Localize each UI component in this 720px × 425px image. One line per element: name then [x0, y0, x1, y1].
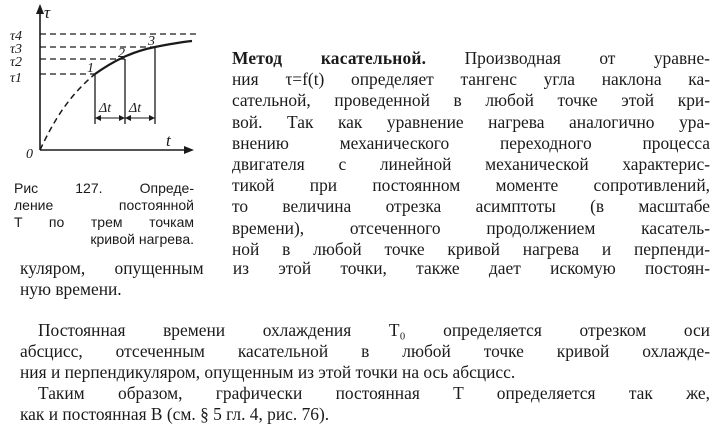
- paragraph-line: то величина отрезка асимптоты (в масштабе: [232, 196, 710, 217]
- x-axis-arrow: [184, 146, 194, 154]
- heating-curve-solid: [95, 41, 192, 74]
- heating-curve-dashed: [40, 74, 95, 150]
- interval-arrow-2-right: [149, 115, 155, 121]
- interval-arrow-1-right: [119, 115, 125, 121]
- paragraph-line: Таким образом, графически постоянная T определяется так же,: [38, 383, 710, 403]
- paragraph-line: ния и перпендикуляром, опущенным из этой точки на ось абсцисс.: [20, 362, 516, 383]
- paragraph-line: вой. Так как уравнение нагрева аналогично ура-: [232, 111, 710, 132]
- paragraph-cooling-constant: [20, 320, 710, 384]
- heading-line-rest: Производная от уравне-: [464, 48, 710, 68]
- paragraph-conclusion: [20, 383, 710, 425]
- tick-label-tau2: τ2: [10, 55, 23, 70]
- origin-label: 0: [26, 147, 33, 162]
- tick-label-tau4: τ4: [10, 29, 23, 44]
- paragraph-line: внению механического переходного процесса: [232, 132, 710, 153]
- point-label-3: 3: [148, 34, 155, 49]
- paragraph-line: сательной, проведенной в любой точке этой кри-: [232, 90, 710, 111]
- paragraph-line: [232, 48, 710, 69]
- tick-label-tau1: τ1: [10, 71, 23, 86]
- heating-curve-figure: [0, 0, 215, 178]
- paragraph-line: Постоянная времени охлаждения T₀ определяется отрезком оси: [38, 320, 710, 340]
- paragraph-line: времени), отсеченного продолжением касатель-: [232, 217, 710, 238]
- paragraph-line: абсцисс, отсеченным касательной в любой точке кривой охлажде-: [20, 341, 710, 362]
- paragraph-line: двигателя с линейной механической характерис-: [232, 153, 710, 174]
- y-axis-arrow: [36, 4, 44, 14]
- paragraph-line: как и постоянная B (см. § 5 гл. 4, рис. 76).: [20, 404, 330, 425]
- y-axis-label: τ: [44, 3, 51, 22]
- caption-line: ление постоянной: [14, 197, 194, 213]
- tick-label-tau3: τ3: [10, 42, 23, 57]
- paragraph-line: куляром, опущенным из этой точки, также дает искомую постоян-: [20, 258, 710, 278]
- paragraph-tangent-method-continued: [20, 258, 710, 300]
- paragraph-line: ную времени.: [20, 279, 122, 300]
- caption-line: кривой нагрева.: [90, 231, 194, 247]
- figure-graphic: [0, 0, 215, 178]
- interval-label-1: Δt: [99, 101, 112, 116]
- paragraph-line: ной в любой точке кривой нагрева и перпенди-: [232, 238, 710, 259]
- paragraph-line: ния τ=f(t) определяет тангенс угла наклона ка-: [232, 69, 710, 90]
- interval-label-2: Δt: [129, 101, 142, 116]
- section-heading: Метод касательной.: [232, 48, 427, 68]
- paragraph-tangent-method: [232, 48, 710, 260]
- point-label-1: 1: [87, 61, 94, 76]
- caption-line: T по трем точкам: [14, 214, 194, 230]
- paragraph-line: тикой при постоянном моменте сопротивлений,: [232, 175, 710, 196]
- figure-caption: [14, 180, 194, 248]
- caption-line: Рис 127. Опреде-: [14, 180, 194, 196]
- x-axis-label: t: [166, 131, 171, 150]
- point-label-2: 2: [118, 46, 125, 61]
